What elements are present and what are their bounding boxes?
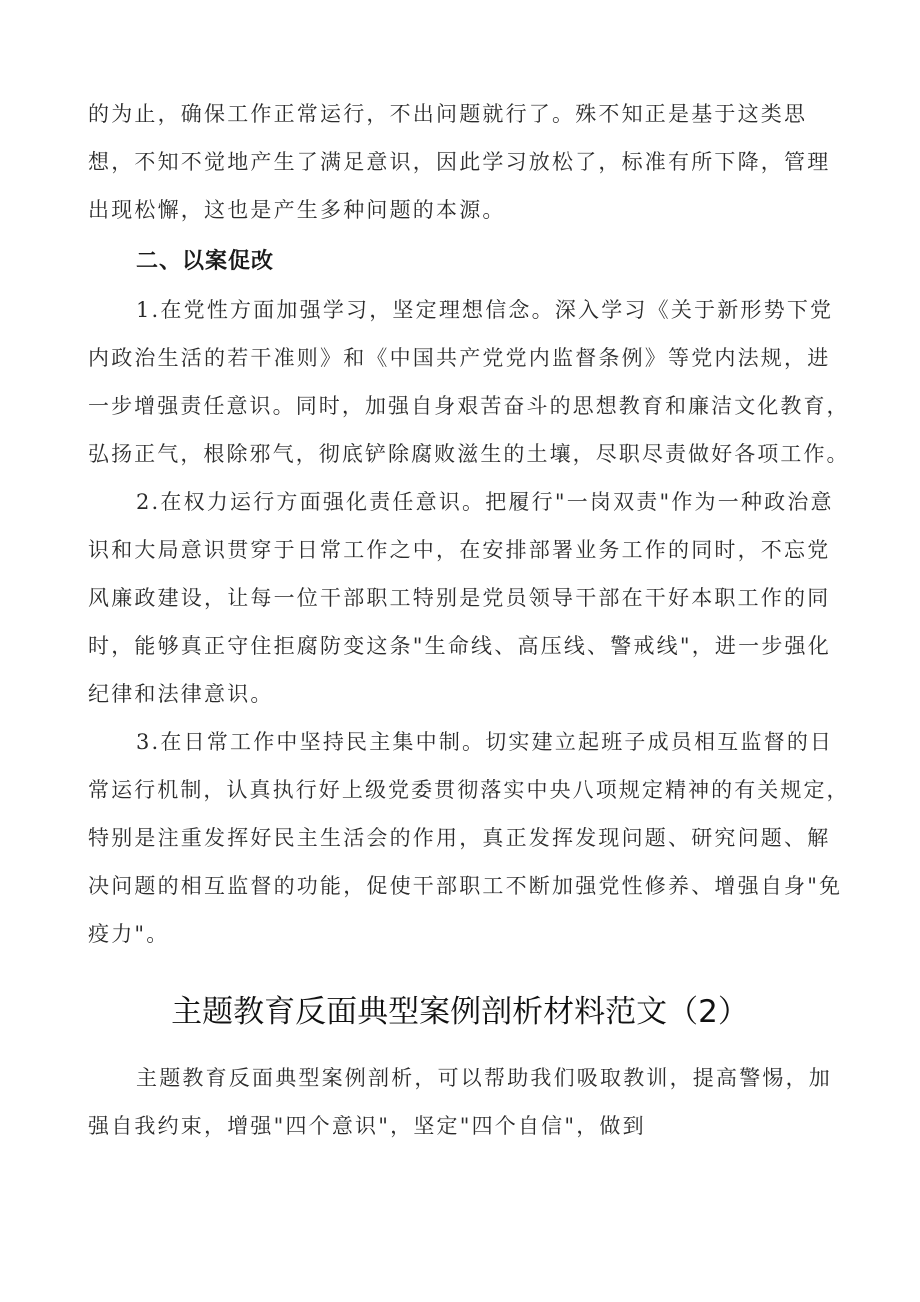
paragraph-line: 的为止，确保工作正常运行，不出问题就行了。殊不知正是基于这类思	[88, 102, 808, 126]
article-title: 主题教育反面典型案例剖析材料范文（2）	[171, 994, 749, 1030]
item-3-line: 疫力"。	[88, 922, 170, 946]
paragraph-line: 出现松懈，这也是产生多种问题的本源。	[88, 198, 506, 222]
item-2-line: 2.在权力运行方面强化责任意识。把履行"一岗双责"作为一种政治意	[136, 490, 834, 514]
item-3-line: 特别是注重发挥好民主生活会的作用，真正发挥发现问题、研究问题、解	[88, 826, 831, 850]
item-2-line: 风廉政建设，让每一位干部职工特别是党员领导干部在干好本职工作的同	[88, 586, 831, 610]
intro-line: 强自我约束，增强"四个意识"，坚定"四个自信"，做到	[88, 1114, 646, 1138]
item-3-line: 常运行机制，认真执行好上级党委贯彻落实中央八项规定精神的有关规定，	[88, 778, 850, 802]
item-1-line: 1.在党性方面加强学习，坚定理想信念。深入学习《关于新形势下党	[136, 298, 834, 322]
item-1-line: 一步增强责任意识。同时，加强自身艰苦奋斗的思想教育和廉洁文化教育，	[88, 394, 850, 418]
item-1-line: 弘扬正气，根除邪气，彻底铲除腐败滋生的土壤，尽职尽责做好各项工作。	[88, 442, 850, 466]
section-heading: 二、以案促改	[136, 249, 275, 274]
paragraph-line: 想，不知不觉地产生了满足意识，因此学习放松了，标准有所下降，管理	[88, 150, 831, 174]
item-2-line: 纪律和法律意识。	[88, 682, 274, 706]
item-3-line: 决问题的相互监督的功能，促使干部职工不断加强党性修养、增强自身"免	[88, 874, 843, 898]
item-1-line: 内政治生活的若干准则》和《中国共产党党内监督条例》等党内法规，进	[88, 346, 831, 370]
item-2-line: 识和大局意识贯穿于日常工作之中，在安排部署业务工作的同时，不忘党	[88, 538, 831, 562]
intro-line: 主题教育反面典型案例剖析，可以帮助我们吸取教训，提高警惕，加	[136, 1066, 832, 1090]
item-2-line: 时，能够真正守住拒腐防变这条"生命线、高压线、警戒线"，进一步强化	[88, 634, 831, 658]
item-3-line: 3.在日常工作中坚持民主集中制。切实建立起班子成员相互监督的日	[136, 730, 834, 754]
